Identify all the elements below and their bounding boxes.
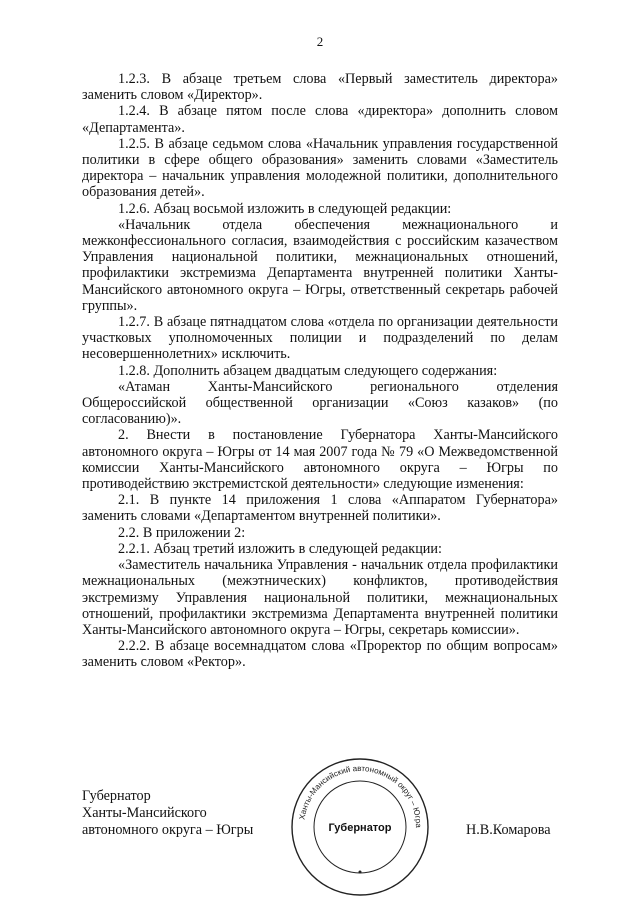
signatory-title-line: автономного округа – Югры [82,822,254,838]
seal-center-text: Губернатор [328,822,392,834]
signatory-title-line: Губернатор [82,788,151,804]
paragraph: 2.2. В приложении 2: [118,524,246,541]
paragraph: 1.2.4. В абзаце пятом после слова «директора» дополнить словом «Департамента». [82,103,558,136]
page-number: 2 [316,34,324,49]
paragraph: «Заместитель начальника Управления - начальник отдела профилактики межнациональных (межэтнических) конфликтов, противодействия экстремизму Управления национальной политики, межнациональных отношений, профилактики экстремизма Департамента внутренней политики Ханты-Мансийского автономного округа – Югры, секретарь комиссии». [82,557,558,638]
paragraph: 1.2.7. В абзаце пятнадцатом слова «отдела по организации деятельности участковых уполномоченных полиции и подразделений по делам несовершеннолетних» исключить. [82,314,558,363]
signatory-title-line: Ханты-Мансийского [82,805,207,821]
seal-star-mark [359,871,362,874]
paragraph: 2.2.2. В абзаце восемнадцатом слова «Проректор по общим вопросам» заменить словом «Ректор». [82,638,558,671]
paragraph: 2.1. В пункте 14 приложения 1 слова «Аппаратом Губернатора» заменить словами «Департаментом внутренней политики». [82,492,558,525]
paragraph: 1.2.5. В абзаце седьмом слова «Начальник управления государственной политики в сфере общего образования» заменить словами «Заместитель директора – начальник управления молодежной политики, дополнительного образования детей». [82,135,558,201]
signatory-title [82,788,253,839]
paragraph: 2.2.1. Абзац третий изложить в следующей редакции: [118,540,442,557]
official-seal [285,752,435,902]
paragraph: 2. Внести в постановление Губернатора Ханты-Мансийского автономного округа – Югры от 14 мая 2007 года № 79 «О Межведомственной комиссии Ханты-Мансийского автономного округа – Югры по противодействию экстремистской деятельности» следующие изменения: [82,427,558,493]
seal-ring-text: Ханты-Мансийский автономный округ – Югра [297,763,424,828]
paragraph: 1.2.6. Абзац восьмой изложить в следующей редакции: [118,200,452,217]
paragraph: «Атаман Ханты-Мансийского регионального отделения Общероссийской общественной организации «Союз казаков» (по согласованию)». [82,378,558,428]
signatory-name: Н.В.Комарова [466,822,551,838]
paragraph: 1.2.8. Дополнить абзацем двадцатым следующего содержания: [118,362,498,379]
document-body [82,71,558,671]
paragraph: «Начальник отдела обеспечения межнационального и межконфессионального согласия, взаимодействия с российским казачеством Управления национальной политики, межнациональных отношений, профилактики экстремизма Департамента внутренней политики Ханты-Мансийского автономного округа – Югры, ответственный секретарь рабочей группы». [82,216,558,314]
paragraph: 1.2.3. В абзаце третьем слова «Первый заместитель директора» заменить словом «Директор». [82,71,558,104]
